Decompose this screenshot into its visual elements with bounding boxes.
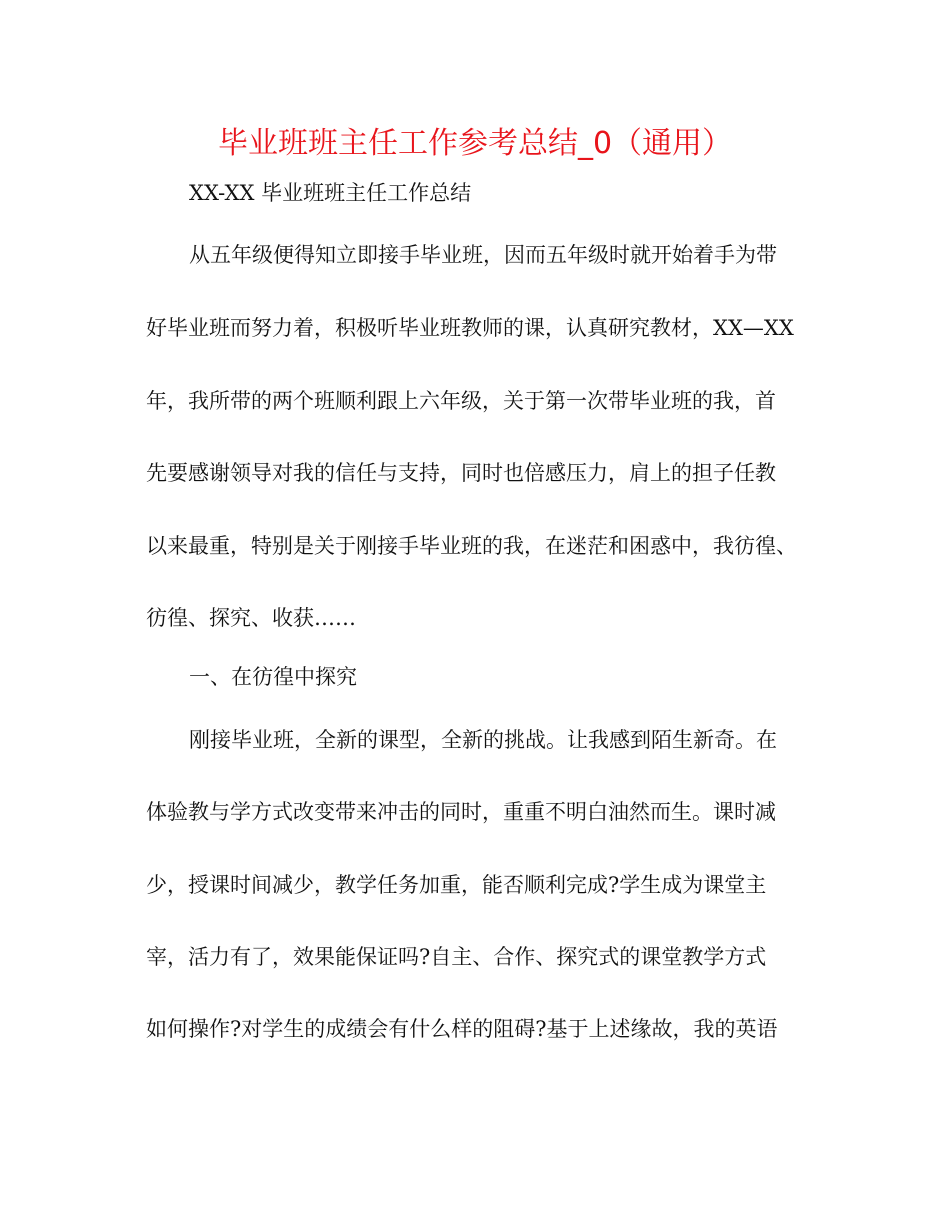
paragraph-2-line-3: 少，授课时间减少，教学任务加重，能否顺利完成?学生成为课堂主 [146,873,767,897]
document-title: 毕业班班主任工作参考总结_0（通用） [217,126,733,161]
paragraph-2-line-5: 如何操作?对学生的成绩会有什么样的阻碍?基于上述缘故，我的英语 [146,1017,778,1041]
document-subtitle: XX-XX 毕业班班主任工作总结 [189,181,472,205]
paragraph-1-line-1: 从五年级便得知立即接手毕业班，因而五年级时就开始着手为带 [189,243,777,267]
paragraph-1-line-3: 年，我所带的两个班顺利跟上六年级，关于第一次带毕业班的我，首 [146,389,776,413]
paragraph-2-line-4: 宰，活力有了，效果能保证吗?自主、合作、探究式的课堂教学方式 [146,945,767,969]
paragraph-1-line-6: 彷徨、探究、收获…… [146,606,356,630]
paragraph-1-line-5: 以来最重，特别是关于刚接手毕业班的我，在迷茫和困惑中，我彷徨、 [146,534,797,558]
paragraph-2-line-2: 体验教与学方式改变带来冲击的同时，重重不明白油然而生。课时减 [146,800,776,824]
paragraph-2-line-1: 刚接毕业班，全新的课型，全新的挑战。让我感到陌生新奇。在 [189,728,777,752]
section-1-heading: 一、在彷徨中探究 [189,665,357,689]
paragraph-1-line-4: 先要感谢领导对我的信任与支持，同时也倍感压力，肩上的担子任教 [146,461,776,485]
paragraph-1-line-2: 好毕业班而努力着，积极听毕业班教师的课，认真研究教材，XX—XX [146,316,794,340]
